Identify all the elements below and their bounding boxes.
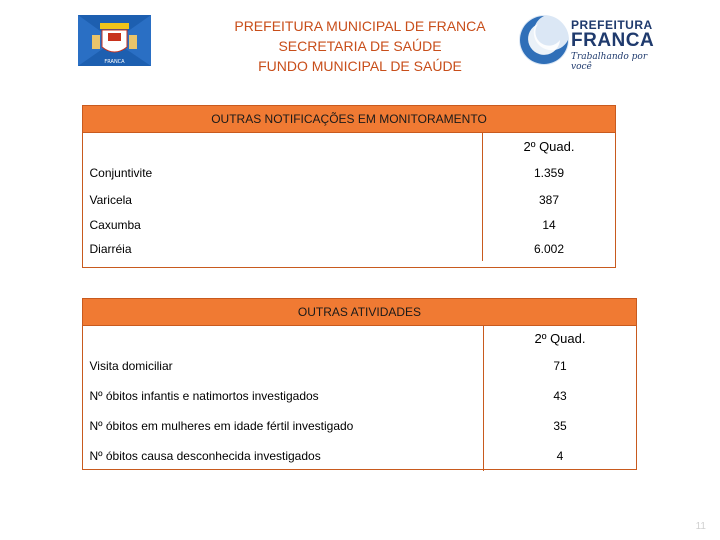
row-value: 6.002 [482,237,616,261]
table1-header-blank [83,133,483,160]
row-value: 35 [483,411,637,441]
row-label: Caxumba [89,218,141,232]
franca-swirl-icon [518,14,570,66]
table-row [83,441,637,471]
table1-period-header: 2º Quad. [482,133,616,160]
page-number: 11 [695,521,706,532]
row-value: 71 [483,351,637,381]
activities-table [82,298,637,471]
table2-period-header: 2º Quad. [483,326,637,352]
header-text-block [200,16,520,76]
header-line-2: SECRETARIA DE SAÚDE [278,38,442,54]
table-row [83,411,637,441]
table2-title: OUTRAS ATIVIDADES [83,299,637,326]
row-value: 43 [483,381,637,411]
svg-text:FRANCA: FRANCA [104,59,125,65]
row-value: 387 [482,186,616,213]
row-value: 1.359 [482,159,616,186]
table-row [83,159,616,186]
row-value: 14 [482,213,616,237]
table-row [83,186,616,213]
logo-tagline-text: Trabalhando por você [571,52,648,72]
row-label: Nº óbitos infantis e natimortos investigados [89,389,319,403]
table1-title: OUTRAS NOTIFICAÇÕES EM MONITORAMENTO [83,106,616,133]
table-row [83,237,616,261]
prefeitura-franca-logo [518,12,655,72]
municipal-coat-of-arms-logo [78,15,151,66]
row-label: Varicela [89,192,132,207]
row-value: 4 [483,441,637,471]
notifications-table [82,105,616,261]
logo-prefeitura-text: PREFEITURA [571,18,653,32]
table-row [83,351,637,381]
header-line-3: FUNDO MUNICIPAL DE SAÚDE [258,58,462,74]
row-label: Diarréia [89,242,132,256]
row-label: Visita domiciliar [89,359,173,373]
logo-franca-text: FRANCA [571,30,655,51]
row-label: Nº óbitos causa desconhecida investigados [89,449,321,463]
row-label: Conjuntivite [89,165,153,180]
table-row [83,381,637,411]
row-label: Nº óbitos em mulheres em idade fértil investigado [89,419,354,433]
table2-header-blank [83,326,484,352]
table-row [83,213,616,237]
header-line-1: PREFEITURA MUNICIPAL DE FRANCA [234,18,486,34]
